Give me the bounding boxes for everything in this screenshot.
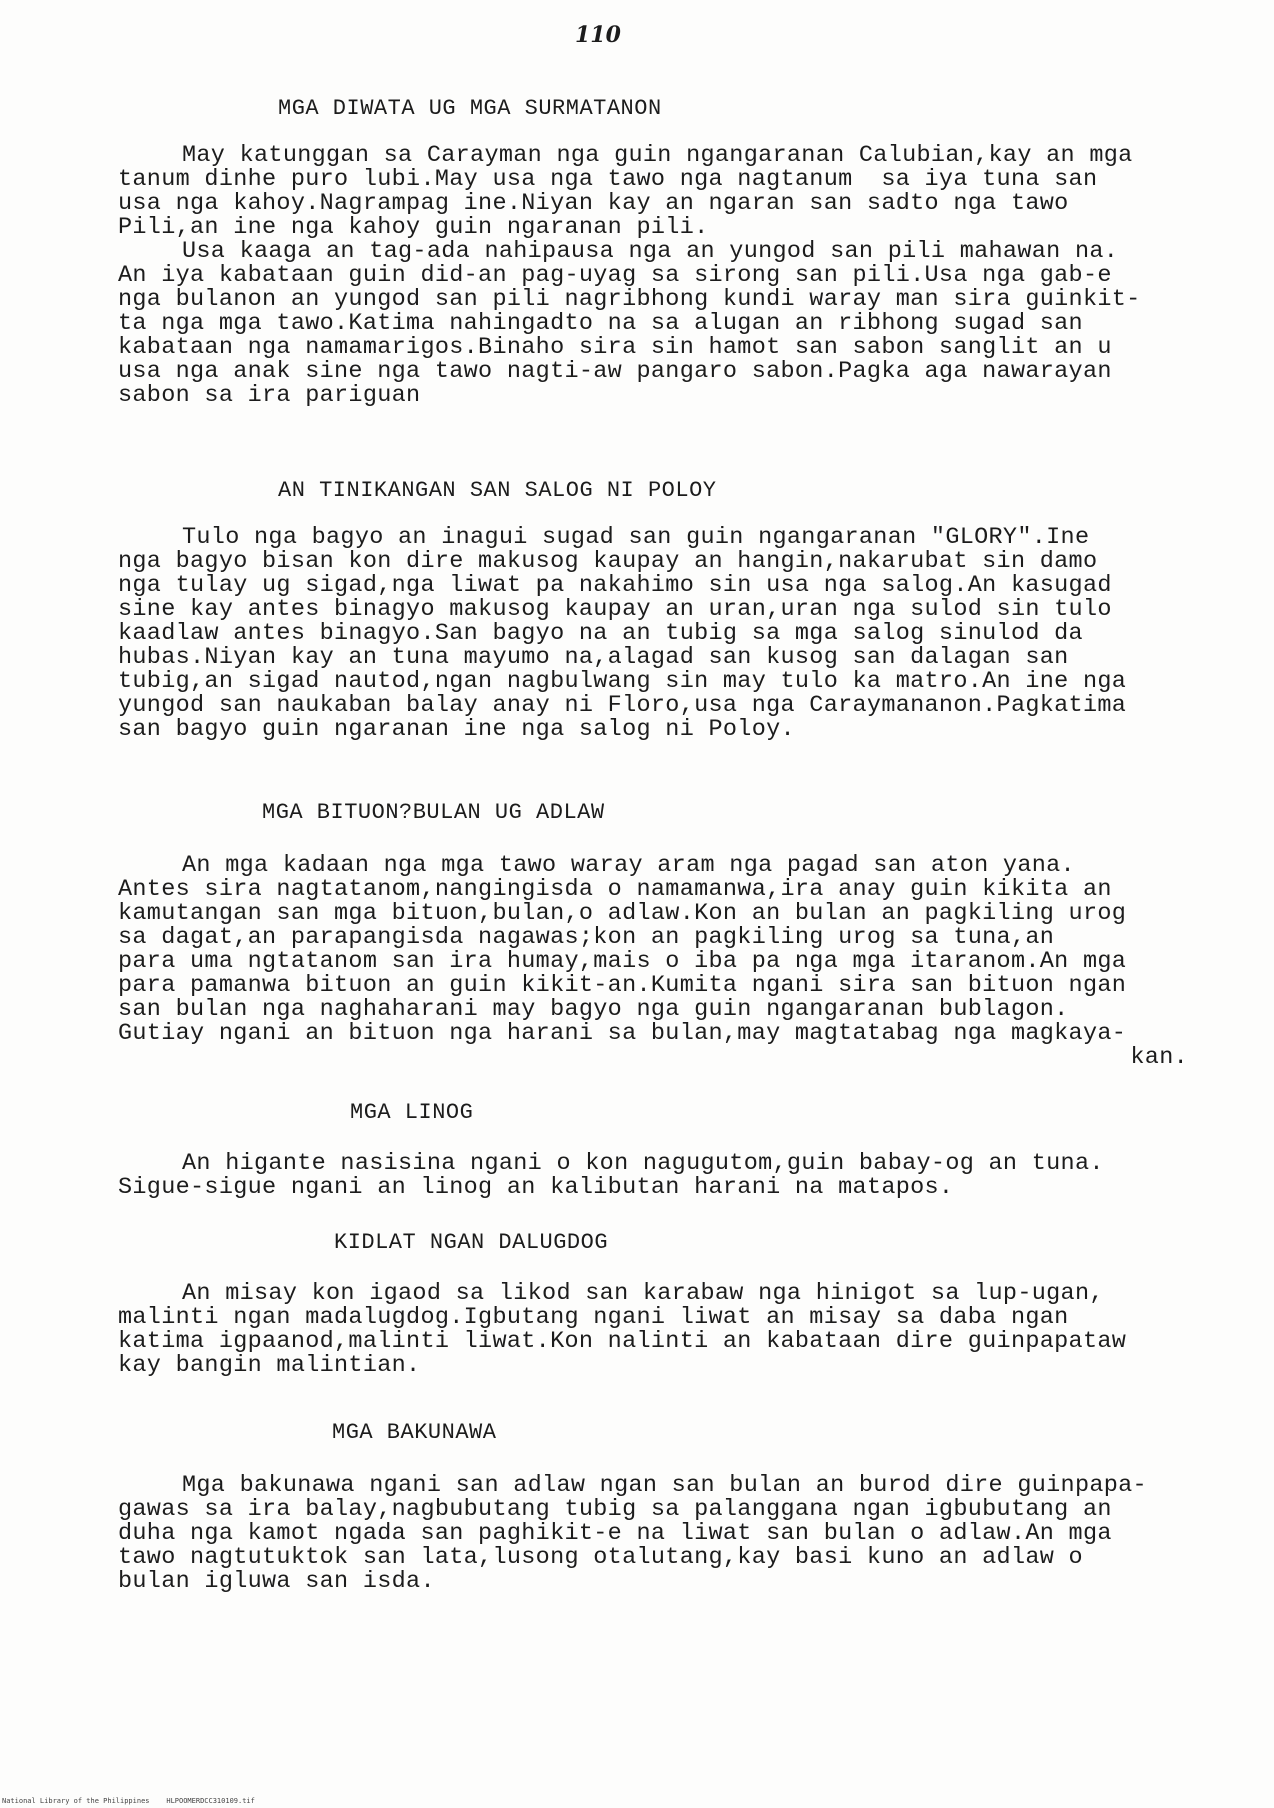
section-paragraph <box>118 1152 1228 1200</box>
text-line: kay bangin malintian. <box>118 1352 421 1379</box>
text-line: An iya kabataan guin did-an pag-uyag sa sirong san pili.Usa nga gab-e <box>118 262 1112 289</box>
text-line: nga bagyo bisan kon dire makusog kaupay an hangin,nakarubat sin damo <box>118 548 1098 575</box>
text-line: kaadlaw antes binagyo.San bagyo na an tubig sa mga salog sinulod da <box>118 620 1083 647</box>
text-line: kamutangan san mga bituon,bulan,o adlaw.Kon an bulan an pagkiling urog <box>118 900 1127 927</box>
text-line: usa nga kahoy.Nagrampag ine.Niyan kay an ngaran san sadto nga tawo <box>118 190 1069 217</box>
section-paragraph <box>118 854 1228 1070</box>
text-line: para pamanwa bituon an guin kikit-an.Kumita ngani sira san bituon ngan <box>118 972 1127 999</box>
text-line: san bulan nga naghaharani may bagyo nga guin ngangaranan bublagon. <box>118 996 1069 1023</box>
text-line: Mga bakunawa ngani san adlaw ngan san bulan an burod dire guinpapa- <box>182 1472 1147 1499</box>
section-heading: MGA LINOG <box>350 1100 474 1125</box>
section-heading: MGA BITUON?BULAN UG ADLAW <box>262 800 605 825</box>
text-line: kan. <box>1130 1044 1188 1071</box>
section-heading: MGA DIWATA UG MGA SURMATANON <box>278 96 662 121</box>
text-line: An misay kon igaod sa likod san karabaw nga hinigot sa lup-ugan, <box>182 1280 1104 1307</box>
section-paragraph <box>118 1282 1228 1378</box>
text-line: Sigue-sigue ngani an linog an kalibutan harani na matapos. <box>118 1174 954 1201</box>
text-line: yungod san naukaban balay anay ni Floro,usa nga Caraymananon.Pagkatima <box>118 692 1127 719</box>
text-line: Pili,an ine nga kahoy guin ngaranan pili. <box>118 214 709 241</box>
text-line: usa nga anak sine nga tawo nagti-aw pangaro sabon.Pagka aga nawarayan <box>118 358 1112 385</box>
text-line: Usa kaaga an tag-ada nahipausa nga an yungod san pili mahawan na. <box>182 238 1119 265</box>
text-line: Antes sira nagtatanom,nangingisda o namamanwa,ira anay guin kikita an <box>118 876 1112 903</box>
text-line: sine kay antes binagyo makusog kaupay an uran,uran nga sulod sin tulo <box>118 596 1112 623</box>
section-paragraph <box>118 1474 1228 1594</box>
page-number: 110 <box>575 22 621 48</box>
text-line: para uma ngtatanom san ira humay,mais o iba pa nga mga itaranom.An mga <box>118 948 1127 975</box>
text-line: gawas sa ira balay,nagbubutang tubig sa palanggana ngan igbubutang an <box>118 1496 1112 1523</box>
section-paragraph <box>118 144 1228 408</box>
text-line: duha nga kamot ngada san paghikit-e na liwat san bulan o adlaw.An mga <box>118 1520 1112 1547</box>
section-paragraph <box>118 526 1228 742</box>
text-line: An higante nasisina ngani o kon nagugutom,guin babay-og an tuna. <box>182 1150 1104 1177</box>
text-line: sabon sa ira pariguan <box>118 382 421 409</box>
text-line: tanum dinhe puro lubi.May usa nga tawo nga nagtanum sa iya tuna san <box>118 166 1098 193</box>
section-heading: MGA BAKUNAWA <box>332 1420 497 1445</box>
text-line: san bagyo guin ngaranan ine nga salog ni Poloy. <box>118 716 795 743</box>
text-line: nga bulanon an yungod san pili nagribhong kundi waray man sira guinkit- <box>118 286 1141 313</box>
text-line: tawo nagtutuktok san lata,lusong otalutang,kay basi kuno an adlaw o <box>118 1544 1083 1571</box>
text-line: hubas.Niyan kay an tuna mayumo na,alagad san kusog san dalagan san <box>118 644 1069 671</box>
text-line: katima igpaanod,malinti liwat.Kon nalinti an kabataan dire guinpapataw <box>118 1328 1127 1355</box>
text-line: An mga kadaan nga mga tawo waray aram nga pagad san aton yana. <box>182 852 1075 879</box>
text-line: sa dagat,an parapangisda nagawas;kon an pagkiling urog sa tuna,an <box>118 924 1055 951</box>
text-line: bulan igluwa san isda. <box>118 1568 435 1595</box>
scan-footer-caption: National Library of the Philippines HLPOOMERDCC310109.tif <box>2 1797 255 1805</box>
text-line: malinti ngan madalugdog.Igbutang ngani liwat an misay sa daba ngan <box>118 1304 1069 1331</box>
text-line: May katunggan sa Carayman nga guin ngangaranan Calubian,kay an mga <box>182 142 1133 169</box>
text-line: ta nga mga tawo.Katima nahingadto na sa alugan an ribhong sugad san <box>118 310 1083 337</box>
section-heading: KIDLAT NGAN DALUGDOG <box>334 1230 609 1255</box>
text-line: Gutiay ngani an bituon nga harani sa bulan,may magtatabag nga magkaya- <box>118 1020 1127 1047</box>
text-line: nga tulay ug sigad,nga liwat pa nakahimo sin usa nga salog.An kasugad <box>118 572 1112 599</box>
text-line: kabataan nga namamarigos.Binaho sira sin hamot san sabon sanglit an u <box>118 334 1112 361</box>
section-heading: AN TINIKANGAN SAN SALOG NI POLOY <box>278 478 717 503</box>
text-line: Tulo nga bagyo an inagui sugad san guin ngangaranan "GLORY".Ine <box>182 524 1090 551</box>
text-line: tubig,an sigad nautod,ngan nagbulwang sin may tulo ka matro.An ine nga <box>118 668 1127 695</box>
